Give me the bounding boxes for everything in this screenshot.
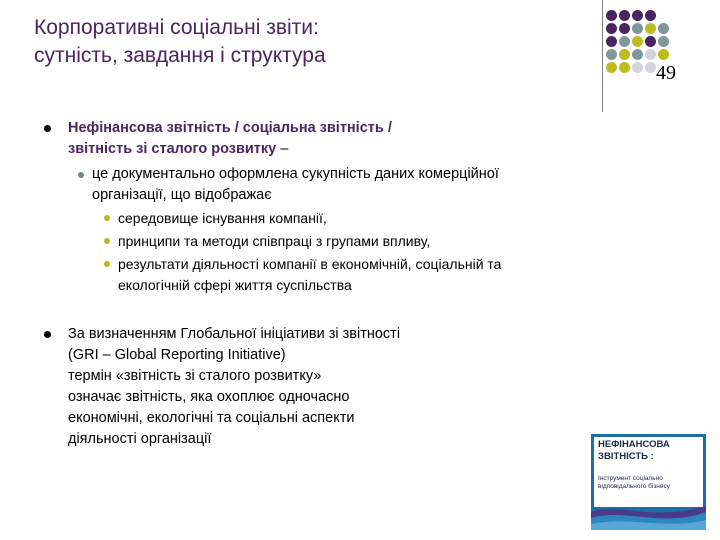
book-cover-panel: [594, 437, 703, 507]
decorative-dot: [632, 10, 643, 21]
decorative-dot: [645, 36, 656, 47]
vertical-divider: [602, 0, 603, 112]
gri-line: За визначенням Глобальної ініціативи зі звітності: [68, 326, 401, 342]
sub-sub-bullet-text: принципи та методи співпраці з групами впливу,: [118, 233, 431, 249]
decorative-dot: [606, 23, 617, 34]
decorative-dot: [645, 23, 656, 34]
gri-line: (GRI – Global Reporting Initiative): [68, 347, 286, 363]
book-cover-image: [591, 434, 706, 530]
definition-dash: –: [276, 141, 289, 157]
decorative-dot: [632, 49, 643, 60]
decorative-dot: [658, 23, 669, 34]
slide-content: [40, 118, 640, 450]
gri-line: означає звітність, яка охоплює одночасно: [68, 389, 350, 405]
book-title: [598, 439, 670, 463]
page-number: 49: [656, 62, 676, 84]
decorative-dot: [619, 10, 630, 21]
sub-bullet-dot-icon: [78, 172, 84, 178]
decorative-dot: [606, 10, 617, 21]
decorative-dot: [632, 62, 643, 73]
sub-sub-bullet-text-line2: екологічній сфері життя суспільства: [118, 277, 352, 293]
definition-term-line1: Нефінансова звітність / соціальна звітність /: [68, 120, 392, 136]
decorative-dot: [658, 36, 669, 47]
sub-sub-bullet-dot-icon: [104, 261, 110, 267]
slide-title-line2: сутність, завдання і структура: [34, 44, 326, 67]
slide-title: [34, 14, 554, 70]
sub-bullet-line2: організації, що відображає: [92, 187, 272, 203]
decorative-dot: [619, 62, 630, 73]
book-subtitle-line2: відповідального бізнесу: [598, 483, 671, 490]
bullet-dot-icon: [44, 331, 51, 338]
book-subtitle-line1: Інструмент соціально: [598, 475, 663, 482]
sub-sub-bullet-dot-icon: [104, 215, 110, 221]
sub-bullet-line1: це документально оформлена сукупність даних комерційної: [92, 166, 499, 182]
sub-sub-bullet: [40, 254, 640, 296]
sub-sub-bullet: [40, 208, 640, 229]
sub-sub-bullet-text: середовище існування компанії,: [118, 210, 327, 226]
decorative-dot: [645, 49, 656, 60]
definition-term-line2: звітність зі сталого розвитку: [68, 141, 277, 157]
decorative-dot: [632, 23, 643, 34]
sub-bullet-definition: [40, 164, 640, 206]
book-title-line1: НЕФІНАНСОВА: [598, 439, 670, 450]
gri-line: діяльності організації: [68, 431, 212, 447]
decorative-dot: [658, 49, 669, 60]
gri-line: економічні, екологічні та соціальні аспекти: [68, 410, 355, 426]
bullet-gri: [40, 324, 640, 450]
gri-line: термін «звітність зі сталого розвитку»: [68, 368, 322, 384]
decorative-dot: [606, 62, 617, 73]
sub-sub-bullet-text: результати діяльності компанії в економічній, соціальній та: [118, 256, 502, 272]
book-wave-graphic: [591, 500, 706, 530]
decorative-dot: [645, 62, 656, 73]
bullet-dot-icon: [44, 125, 51, 132]
book-title-line2: ЗВІТНІСТЬ :: [598, 451, 654, 462]
slide-title-line1: Корпоративні соціальні звіти:: [34, 16, 319, 39]
decorative-dot: [619, 36, 630, 47]
decorative-dot: [632, 36, 643, 47]
sub-sub-bullet-dot-icon: [104, 238, 110, 244]
book-subtitle: [598, 475, 670, 491]
decorative-dot: [619, 49, 630, 60]
decorative-dot: [645, 10, 656, 21]
sub-sub-bullet: [40, 231, 640, 252]
bullet-definition: [40, 118, 640, 160]
decorative-dot: [619, 23, 630, 34]
decorative-dot: [606, 36, 617, 47]
decorative-dot: [606, 49, 617, 60]
